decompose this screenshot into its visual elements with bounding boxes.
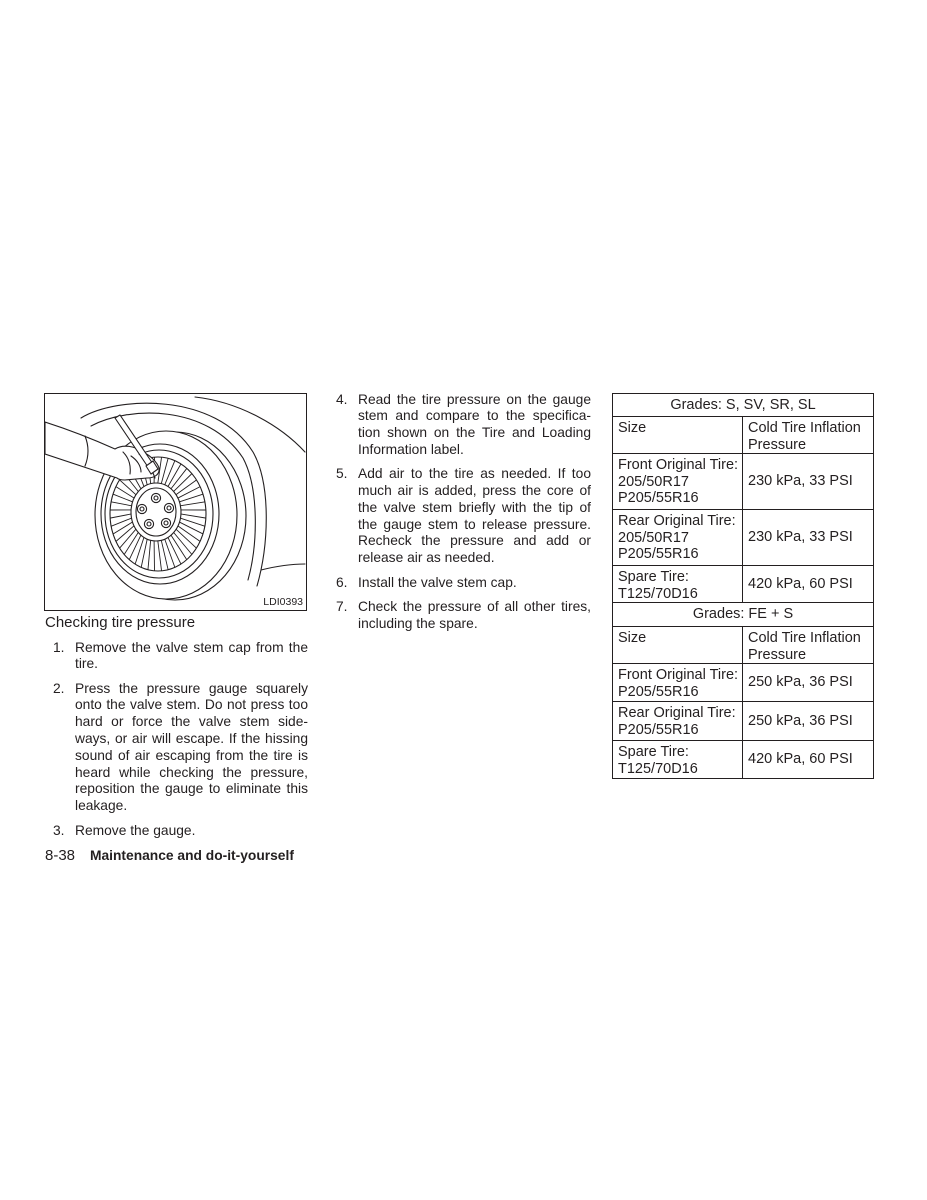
- text-line: ways, or air will escape. If the hissing: [75, 731, 308, 747]
- pressure-value-cell: [743, 510, 874, 566]
- step-text: [75, 681, 308, 815]
- pressure-value-cell: [743, 741, 874, 779]
- cell-line: P205/55R16: [618, 721, 699, 738]
- page-number: 8-38: [45, 847, 76, 864]
- table-row: [613, 741, 874, 779]
- text-line: Information label.: [358, 441, 464, 457]
- grade-heading: Grades: S, SV, SR, SL: [613, 394, 874, 417]
- body-lower-line: [261, 564, 305, 570]
- lug-nut: [137, 504, 146, 513]
- cell-line: P205/55R16: [618, 490, 699, 506]
- text-line: heard while checking the pressure,: [75, 764, 308, 780]
- column-header-row: [613, 417, 874, 454]
- size-column-header: [613, 417, 743, 454]
- step-number: 1.: [53, 639, 65, 655]
- cell-line: Front Original Tire:: [618, 667, 739, 683]
- figure-box: [44, 393, 307, 611]
- cell-line: Pressure: [748, 646, 807, 663]
- lug-nut: [164, 503, 173, 512]
- text-line: Recheck the pressure and add or: [358, 533, 591, 549]
- cell-line: 420 kPa, 60 PSI: [748, 751, 853, 768]
- step-item: [53, 681, 308, 815]
- step-number: 2.: [53, 680, 65, 696]
- step-item: [336, 466, 591, 567]
- cell-line: T125/70D16: [618, 760, 698, 777]
- section-title: Maintenance and do-it-yourself: [90, 848, 294, 863]
- text-line: tion shown on the Tire and Loading: [358, 425, 591, 441]
- step-text: [358, 466, 591, 567]
- tire-size-cell: [613, 454, 743, 510]
- text-line: much air is added, press the core of: [358, 483, 591, 499]
- text-line: hard or force the valve stem side-: [75, 714, 308, 730]
- cell-line: 250 kPa, 36 PSI: [748, 674, 853, 691]
- cell-line: 230 kPa, 33 PSI: [748, 473, 853, 490]
- cell-line: Pressure: [748, 436, 807, 453]
- step-text: [75, 640, 308, 674]
- step-item: [53, 640, 308, 674]
- cell-line: P205/55R16: [618, 546, 699, 562]
- cell-line: Spare Tire:: [618, 744, 689, 760]
- text-line: stem and compare to the specifica-: [358, 408, 591, 424]
- tire-pressure-illustration: [45, 394, 306, 610]
- size-column-header: [613, 627, 743, 664]
- table-row: [613, 702, 874, 741]
- text-line: Remove the gauge.: [75, 822, 196, 838]
- step-item: [336, 392, 591, 459]
- step-number: 7.: [336, 598, 348, 614]
- table-row: [613, 454, 874, 510]
- tire-size-cell: [613, 664, 743, 702]
- cell-line: Size: [618, 420, 647, 436]
- text-line: Add air to the tire as needed. If too: [358, 466, 591, 482]
- steps-list-left: [53, 640, 308, 840]
- figure-caption: Checking tire pressure: [45, 614, 196, 631]
- step-text: [75, 823, 308, 840]
- cell-line: 230 kPa, 33 PSI: [748, 529, 853, 546]
- cell-line: Cold Tire Inflation: [748, 420, 861, 436]
- step-number: 6.: [336, 574, 348, 590]
- step-item: [53, 823, 308, 840]
- table-row: [613, 566, 874, 603]
- text-line: release air as needed.: [358, 550, 495, 566]
- cell-line: Spare Tire:: [618, 569, 689, 585]
- text-line: reposition the gauge to eliminate this: [75, 781, 308, 797]
- lug-nut: [151, 493, 160, 502]
- cell-line: Front Original Tire:: [618, 457, 739, 473]
- text-line: Install the valve stem cap.: [358, 574, 517, 590]
- text-line: onto the valve stem. Do not press too: [75, 697, 308, 713]
- step-text: [358, 392, 591, 459]
- text-line: the gauge stem to release pressure.: [358, 516, 591, 532]
- text-line: including the spare.: [358, 615, 478, 631]
- text-line: Check the pressure of all other tires,: [358, 598, 591, 614]
- grade-row: [613, 394, 874, 417]
- text-line: tire.: [75, 656, 98, 672]
- pressure-value-cell: [743, 454, 874, 510]
- step-text: [358, 575, 591, 592]
- pressure-column-header: [743, 627, 874, 664]
- tire-size-cell: [613, 702, 743, 741]
- column-header-row: [613, 627, 874, 664]
- text-line: Remove the valve stem cap from the: [75, 639, 308, 655]
- cell-line: P205/55R16: [618, 683, 699, 700]
- cell-line: 205/50R17: [618, 473, 689, 490]
- steps-list-middle: [336, 392, 591, 633]
- pressure-value-cell: [743, 566, 874, 603]
- pressure-column-header: [743, 417, 874, 454]
- table-row: [613, 510, 874, 566]
- text-line: the valve stem briefly with the tip of: [358, 499, 591, 515]
- table-row: [613, 664, 874, 702]
- cell-line: Rear Original Tire:: [618, 705, 736, 721]
- grade-heading: Grades: FE + S: [613, 603, 874, 627]
- cell-line: Cold Tire Inflation: [748, 630, 861, 646]
- text-line: Press the pressure gauge squarely: [75, 680, 308, 696]
- tire-size-cell: [613, 510, 743, 566]
- text-line: leakage.: [75, 798, 128, 814]
- tire-size-cell: [613, 566, 743, 603]
- text-line: Read the tire pressure on the gauge: [358, 391, 591, 407]
- lug-nut: [161, 518, 170, 527]
- table-body: [613, 394, 874, 779]
- cell-line: 250 kPa, 36 PSI: [748, 712, 853, 729]
- step-number: 3.: [53, 822, 65, 838]
- step-item: [336, 599, 591, 633]
- pressure-value-cell: [743, 664, 874, 702]
- cell-line: T125/70D16: [618, 585, 698, 602]
- cell-line: 205/50R17: [618, 529, 689, 546]
- cell-line: Rear Original Tire:: [618, 513, 736, 529]
- cell-line: 420 kPa, 60 PSI: [748, 575, 853, 592]
- figure-label: LDI0393: [263, 596, 303, 608]
- step-item: [336, 575, 591, 592]
- text-line: sound of air escaping from the tire is: [75, 747, 308, 763]
- tire-size-cell: [613, 741, 743, 779]
- step-text: [358, 599, 591, 633]
- step-number: 5.: [336, 466, 348, 482]
- lug-nut: [144, 519, 153, 528]
- tire-pressure-table: [612, 393, 874, 779]
- pressure-value-cell: [743, 702, 874, 741]
- cell-line: Size: [618, 630, 647, 646]
- grade-row: [613, 603, 874, 627]
- step-number: 4.: [336, 391, 348, 407]
